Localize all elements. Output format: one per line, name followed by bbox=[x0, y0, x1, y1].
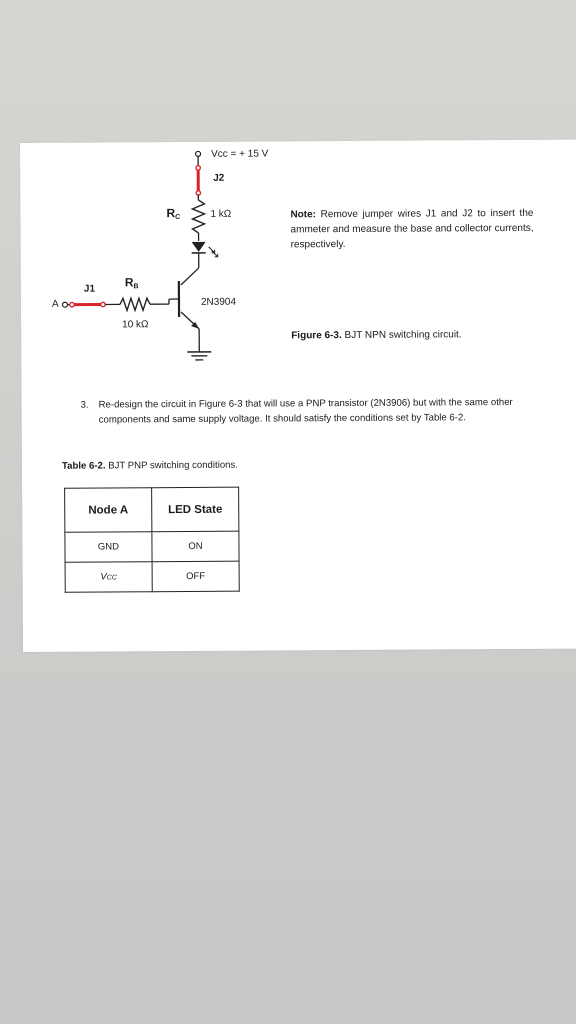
node-value: V bbox=[100, 571, 107, 583]
rc-name: R bbox=[166, 206, 176, 221]
circuit-schematic bbox=[20, 141, 301, 383]
table-row bbox=[65, 531, 239, 562]
j2-label: J2 bbox=[213, 172, 225, 184]
table-header-row bbox=[65, 487, 239, 532]
table-cell-state: ON bbox=[152, 531, 239, 562]
rb-subscript: B bbox=[133, 283, 139, 291]
j2-top-pin bbox=[196, 166, 200, 170]
table-cell-node bbox=[65, 532, 152, 563]
j1-right-pin bbox=[101, 302, 105, 306]
table-cell-node bbox=[65, 562, 152, 593]
vcc-terminal bbox=[196, 151, 201, 156]
table-header-node: Node A bbox=[65, 488, 152, 533]
vcc-label: Vcc = + 15 V bbox=[211, 148, 269, 160]
note-paragraph bbox=[290, 206, 533, 252]
figure-caption-text: BJT NPN switching circuit. bbox=[341, 329, 462, 342]
table-caption-prefix: Table 6-2. bbox=[61, 460, 106, 472]
table-caption bbox=[62, 460, 238, 472]
node-a-terminal bbox=[62, 302, 67, 307]
question-text: Re-design the circuit in Figure 6-3 that will use a PNP transistor (2N3906) but with the same other components and same supply voltage. It should satisfy the conditions set by Table 6-2. bbox=[98, 396, 513, 426]
bjt-collector bbox=[181, 268, 199, 285]
switching-conditions-table bbox=[64, 487, 240, 593]
rb-resistor bbox=[120, 298, 150, 310]
node-value: GND bbox=[97, 541, 120, 553]
rb-name: R bbox=[124, 275, 134, 290]
circuit-diagram bbox=[20, 141, 301, 383]
rc-value: 1 kΩ bbox=[210, 208, 232, 220]
j2-bottom-pin bbox=[196, 191, 200, 195]
table-header-led-state: LED State bbox=[152, 487, 239, 532]
node-a-label: A bbox=[51, 298, 59, 310]
question-item bbox=[81, 395, 551, 428]
table-caption-text: BJT PNP switching conditions. bbox=[105, 459, 238, 472]
rc-label bbox=[166, 206, 180, 221]
rc-resistor bbox=[192, 200, 204, 233]
figure-caption bbox=[291, 329, 461, 341]
rb-label bbox=[125, 275, 139, 290]
j1-label: J1 bbox=[83, 283, 96, 295]
led-diode bbox=[192, 242, 206, 252]
figure-caption-prefix: Figure 6-3. bbox=[291, 330, 342, 342]
note-prefix: Note: bbox=[290, 209, 317, 221]
note-text: Remove jumper wires J1 and J2 to insert the ammeter and measure the base and collector currents, respectively. bbox=[290, 207, 534, 251]
rb-value: 10 kΩ bbox=[122, 319, 149, 331]
transistor-label: 2N3904 bbox=[200, 296, 237, 308]
led-light-ray-1 bbox=[209, 247, 215, 253]
question-number: 3. bbox=[80, 399, 89, 411]
rc-subscript: C bbox=[175, 214, 181, 222]
table-row bbox=[65, 561, 239, 592]
node-value-sub: CC bbox=[106, 574, 117, 582]
document-page bbox=[20, 140, 576, 652]
j1-left-pin bbox=[70, 302, 74, 306]
table-cell-state: OFF bbox=[152, 561, 239, 592]
